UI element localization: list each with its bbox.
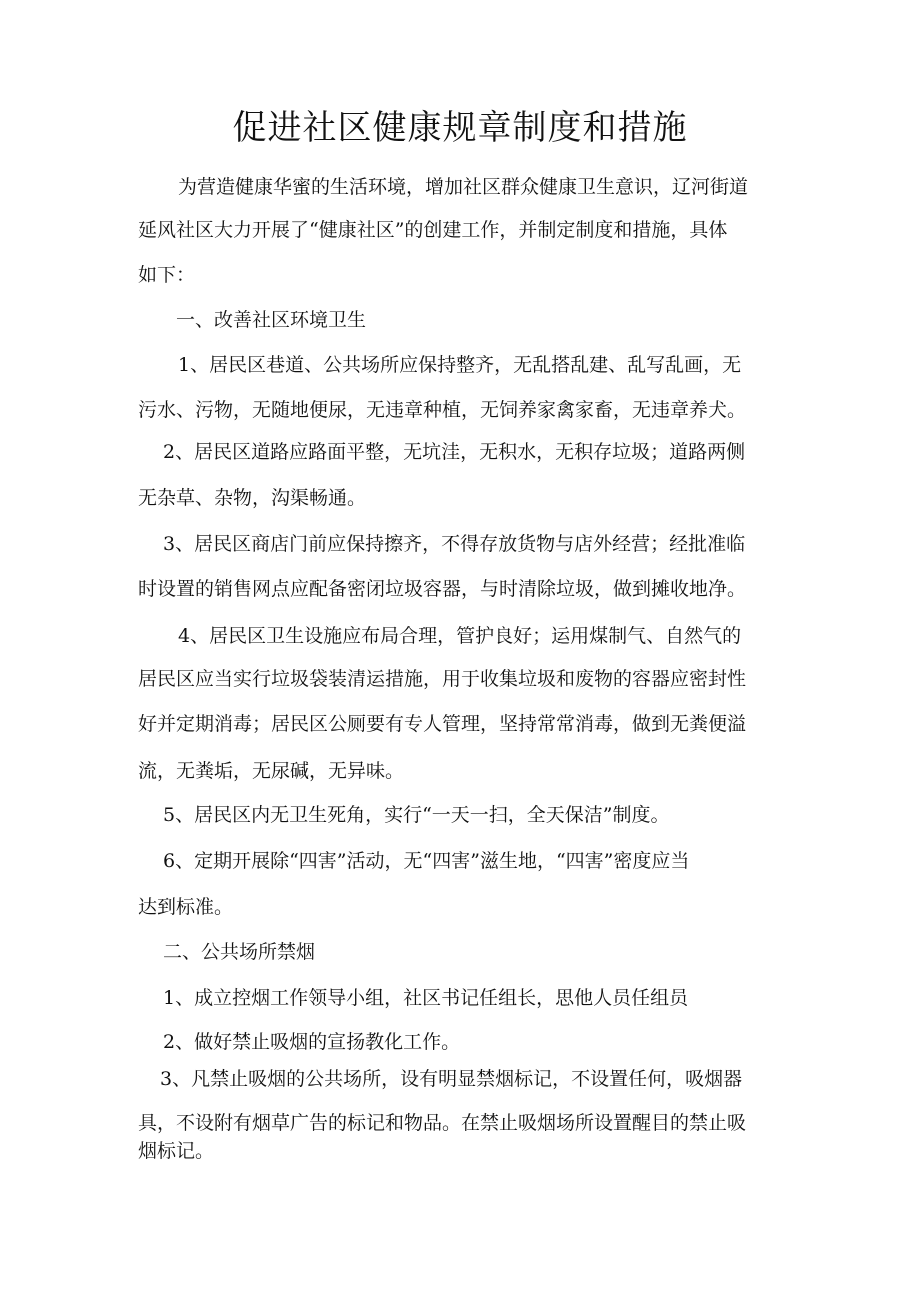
section-1-item-6-line-2: 达到标准。 bbox=[138, 896, 234, 918]
section-2-item-3-line-3: 烟标记。 bbox=[138, 1140, 215, 1162]
section-1-heading: 一、改善社区环境卫生 bbox=[176, 309, 367, 331]
section-2-item-3-line-1: 3、凡禁止吸烟的公共场所，设有明显禁烟标记，不设置任何，吸烟器 bbox=[160, 1068, 743, 1090]
section-1-item-1-line-2: 污水、污物，无随地便尿，无违章种植，无饲养家禽家畜，无违章养犬。 bbox=[138, 399, 747, 421]
section-1-item-6-line-1: 6、定期开展除“四害”活动，无“四害”滋生地，“四害”密度应当 bbox=[163, 850, 690, 872]
section-1-item-3-line-2: 时设置的销售网点应配备密闭垃圾容器，与时清除垃圾，做到摊收地净。 bbox=[138, 578, 747, 600]
section-1-item-3-line-1: 3、居民区商店门前应保持擦齐，不得存放货物与店外经营；经批准临 bbox=[163, 533, 746, 555]
intro-line-2: 延风社区大力开展了“健康社区”的创建工作，并制定制度和措施，具体 bbox=[138, 219, 728, 241]
section-1-item-5-line-1: 5、居民区内无卫生死角，实行“一天一扫，全天保洁”制度。 bbox=[163, 804, 670, 826]
intro-line-1: 为营造健康华蜜的生活环境，增加社区群众健康卫生意识，辽河街道 bbox=[178, 176, 749, 198]
section-1-item-4-line-2: 居民区应当实行垃圾袋装清运措施，用于收集垃圾和废物的容器应密封性 bbox=[138, 668, 747, 690]
section-2-item-1-line-1: 1、成立控烟工作领导小组，社区书记任组长，思他人员任组员 bbox=[163, 987, 689, 1009]
section-1-item-4-line-1: 4、居民区卫生设施应布局合理，管护良好；运用煤制气、自然气的 bbox=[178, 625, 742, 647]
section-2-item-3-line-2: 具，不设附有烟草广告的标记和物品。在禁止吸烟场所设置醒目的禁止吸 bbox=[138, 1112, 747, 1134]
section-1-item-4-line-3: 好并定期消毒；居民区公厕要有专人管理，坚持常常消毒，做到无粪便溢 bbox=[138, 713, 747, 735]
section-1-item-2-line-1: 2、居民区道路应路面平整，无坑洼，无积水，无积存垃圾；道路两侧 bbox=[163, 441, 746, 463]
intro-line-3: 如下： bbox=[138, 264, 196, 286]
section-2-item-2-line-1: 2、做好禁止吸烟的宣扬教化工作。 bbox=[163, 1031, 461, 1053]
section-1-item-2-line-2: 无杂草、杂物，沟渠畅通。 bbox=[138, 487, 367, 509]
section-1-item-1-line-1: 1、居民区巷道、公共场所应保持整齐，无乱搭乱建、乱写乱画，无 bbox=[178, 354, 742, 376]
document-title: 促进社区健康规章制度和措施 bbox=[232, 108, 688, 148]
section-1-item-4-line-4: 流，无粪垢，无尿碱，无异味。 bbox=[138, 760, 405, 782]
section-2-heading: 二、公共场所禁烟 bbox=[163, 941, 316, 963]
